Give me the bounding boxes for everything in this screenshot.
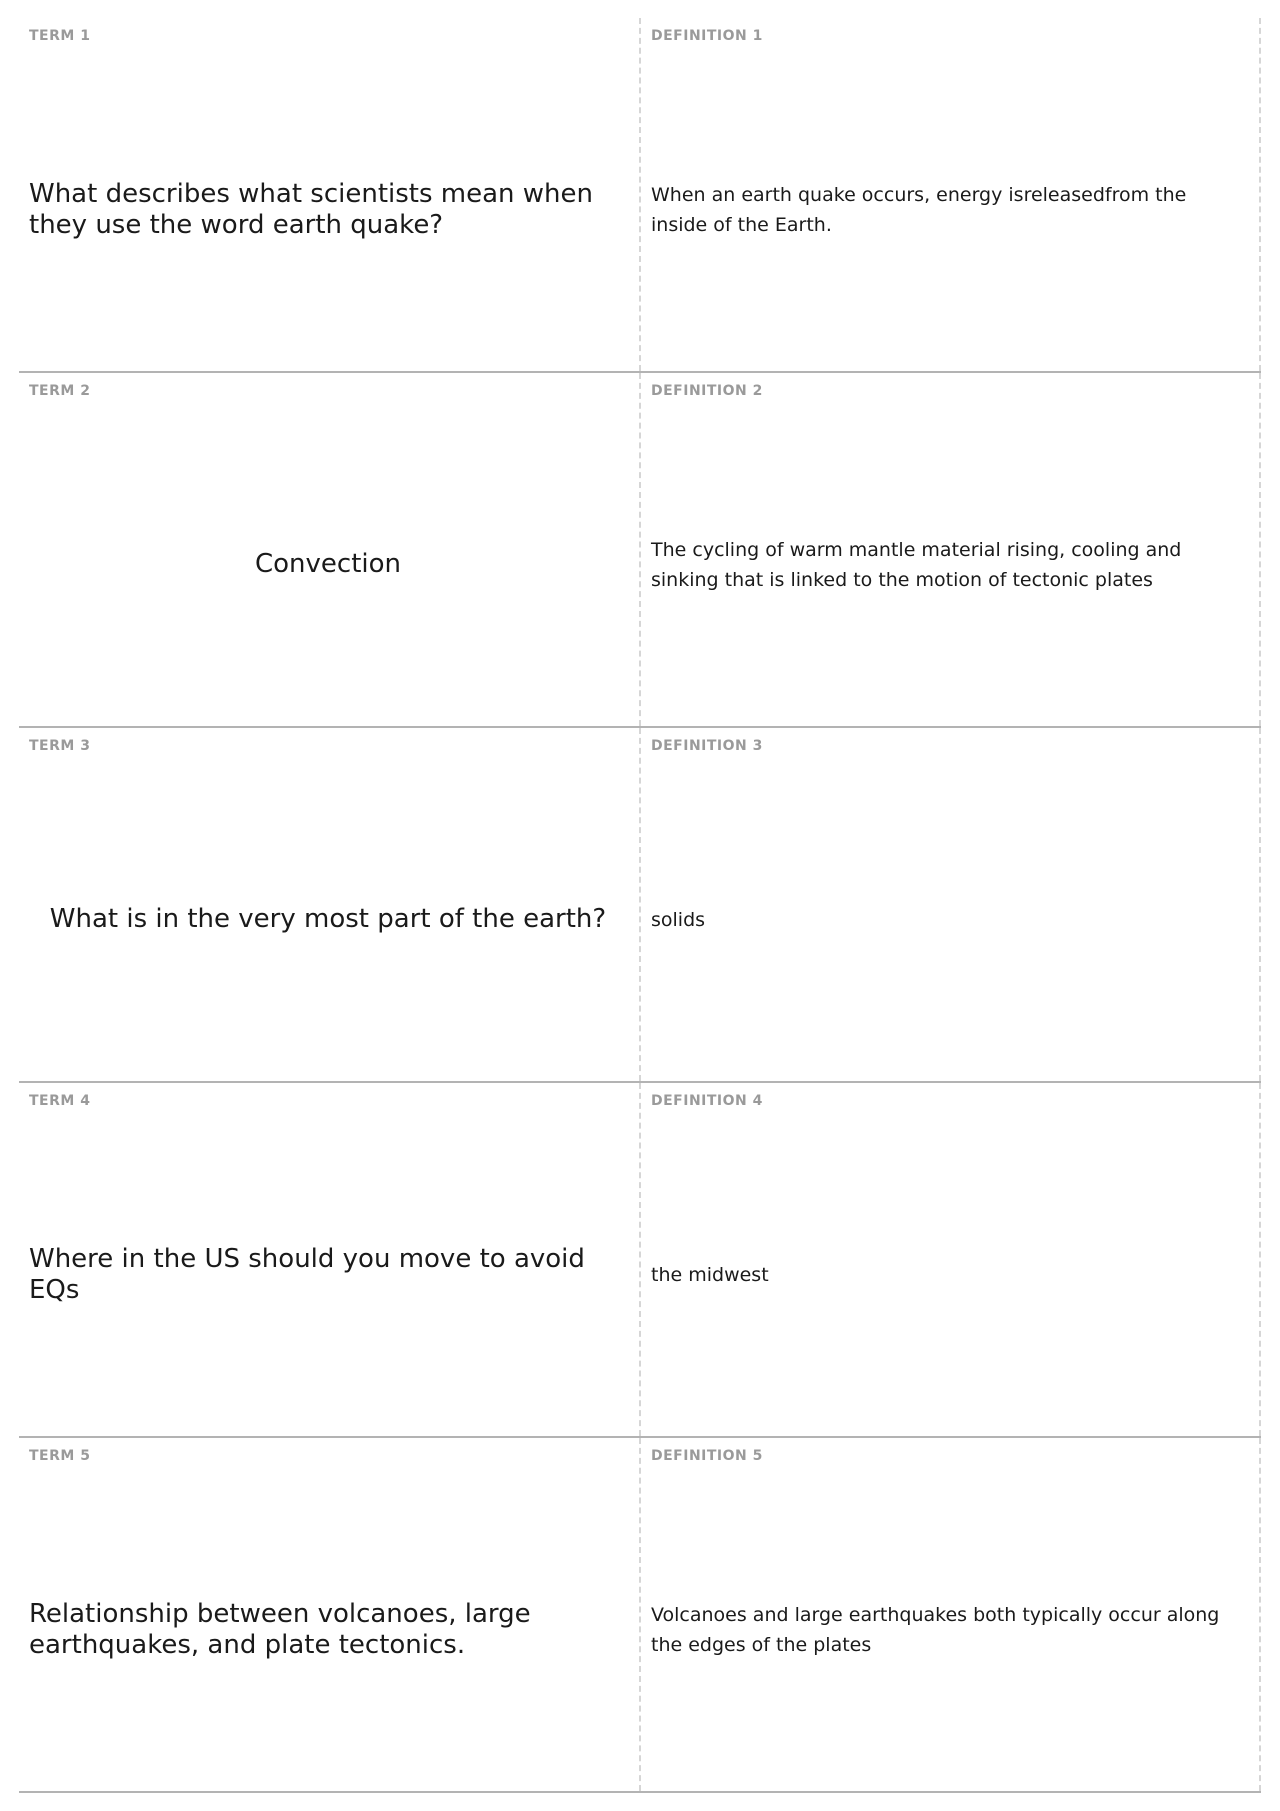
term-text: What describes what scientists mean when they use the word earth quake? [29, 178, 594, 240]
flashcard-row-5 [19, 1438, 1261, 1793]
term-text: Convection [254, 549, 402, 579]
definition-label: DEFINITION 4 [651, 1093, 763, 1109]
definition-text: the midwest [651, 1263, 769, 1286]
term-cell [19, 1083, 641, 1436]
definition-label: DEFINITION 1 [651, 28, 763, 44]
definition-text: The cycling of warm mantle material rising, cooling and sinking that is linked to the motion of tectonic plates [651, 538, 1182, 591]
definition-cell [641, 18, 1261, 371]
term-text: Relationship between volcanoes, large earthquakes, and plate tectonics. [29, 1598, 531, 1660]
flashcard-row-3 [19, 728, 1261, 1083]
term-text: What is in the very most part of the earth? [49, 904, 607, 934]
term-label: TERM 3 [29, 738, 91, 754]
flashcard-sheet [19, 18, 1261, 1793]
definition-cell [641, 373, 1261, 726]
flashcard-row-2 [19, 373, 1261, 728]
definition-label: DEFINITION 2 [651, 383, 763, 399]
term-label: TERM 5 [29, 1448, 91, 1464]
term-label: TERM 1 [29, 28, 91, 44]
term-cell [19, 18, 641, 371]
definition-cell [641, 728, 1261, 1081]
term-label: TERM 4 [29, 1093, 91, 1109]
term-text: Where in the US should you move to avoid EQs [29, 1243, 585, 1305]
definition-text: When an earth quake occurs, energy isreleasedfrom the inside of the Earth. [651, 183, 1187, 236]
flashcard-row-1 [19, 18, 1261, 373]
definition-text: Volcanoes and large earthquakes both typically occur along the edges of the plates [651, 1603, 1220, 1656]
definition-label: DEFINITION 3 [651, 738, 763, 754]
definition-cell [641, 1438, 1261, 1791]
definition-label: DEFINITION 5 [651, 1448, 763, 1464]
definition-cell [641, 1083, 1261, 1436]
definition-text: solids [651, 908, 706, 931]
term-cell [19, 373, 641, 726]
term-cell [19, 728, 641, 1081]
term-cell [19, 1438, 641, 1791]
term-label: TERM 2 [29, 383, 91, 399]
flashcard-row-4 [19, 1083, 1261, 1438]
